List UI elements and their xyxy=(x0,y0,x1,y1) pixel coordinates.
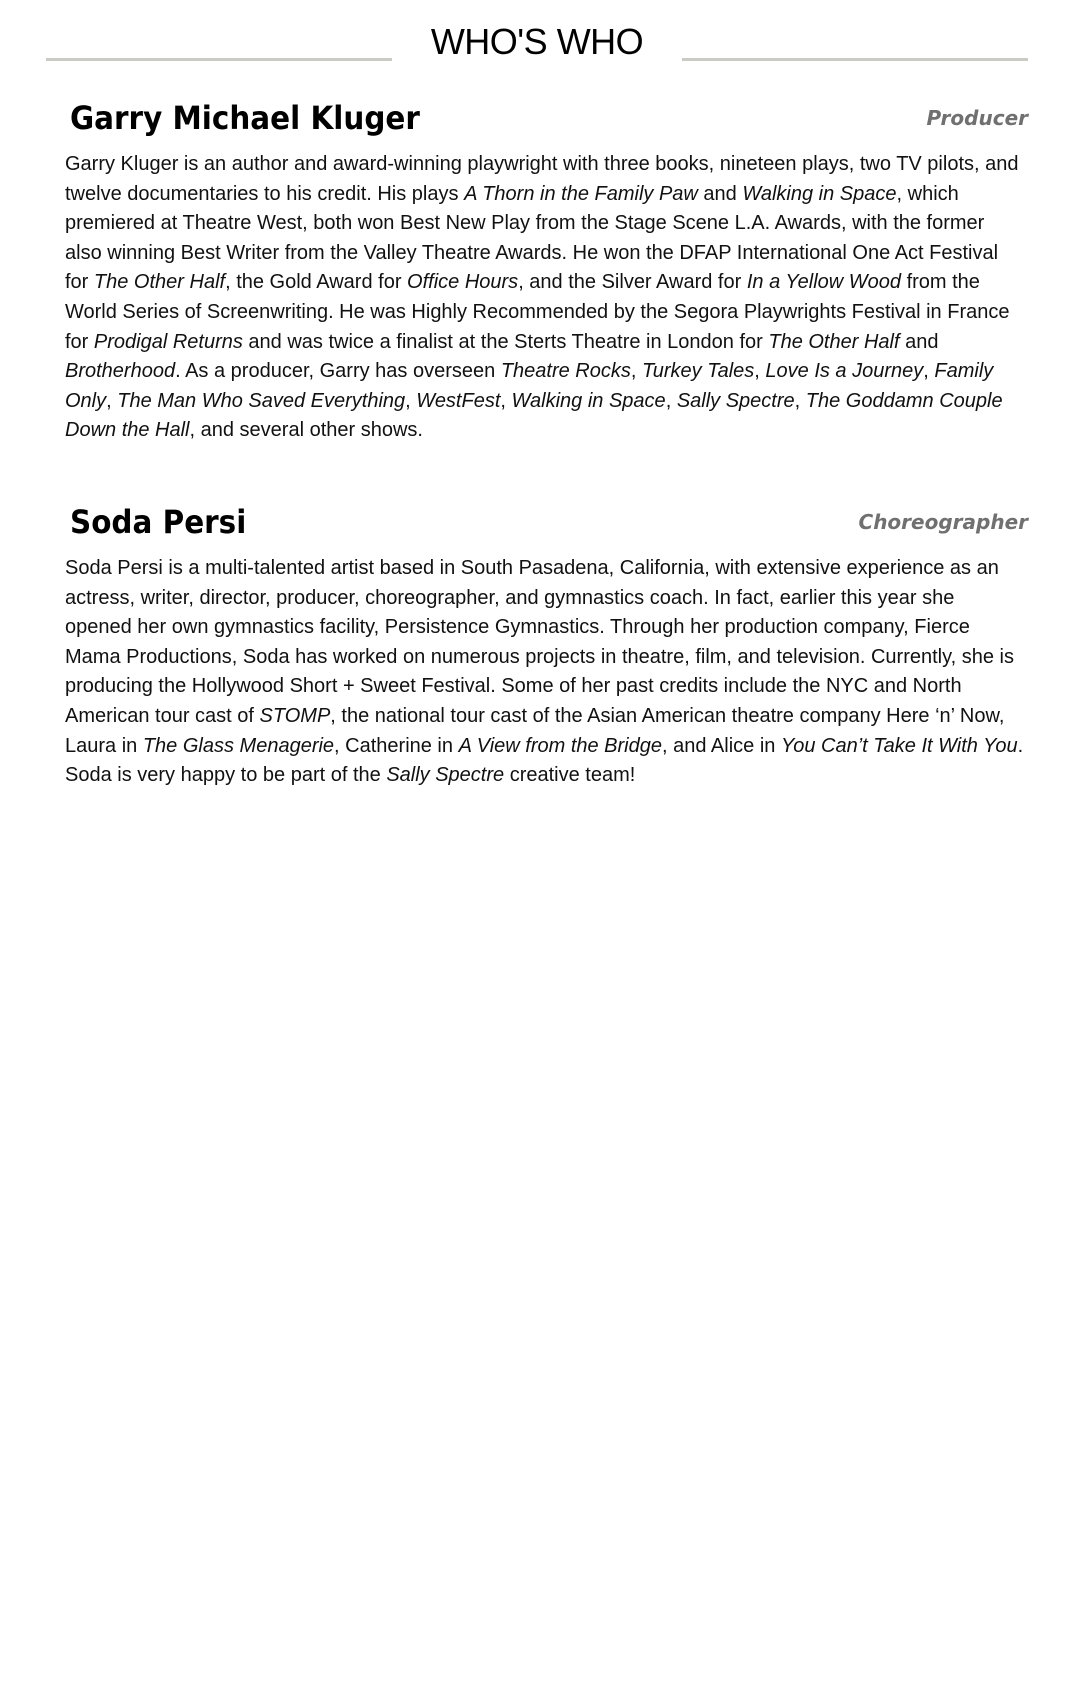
work-title: Walking in Space xyxy=(742,182,897,205)
bio-text: Garry Kluger is an author and award-winning playwright with three books, nineteen plays, two TV pilots, and twelve documentaries to his credit. His plays xyxy=(65,153,1019,205)
bio-text: , xyxy=(754,360,766,383)
work-title: The Man Who Saved Everything xyxy=(117,389,406,412)
bio-text: , Catherine in xyxy=(334,734,459,757)
work-title: Walking in Space xyxy=(511,389,666,412)
work-title: WestFest xyxy=(416,389,501,412)
bio-text: and xyxy=(697,182,743,205)
person-bio xyxy=(65,554,1025,791)
bio-text: , and several other shows. xyxy=(189,419,423,442)
header-rule-right xyxy=(682,58,1028,61)
work-title: Sally Spectre xyxy=(676,389,795,412)
work-title: STOMP xyxy=(259,704,331,727)
bio-text: . Soda is very happy to be part of the xyxy=(65,734,1024,787)
bio-text: , the Gold Award for xyxy=(225,271,408,294)
work-title: Sally Spectre xyxy=(386,764,505,787)
page-header xyxy=(0,18,1076,66)
bio-text: , xyxy=(630,360,642,383)
bio-text: and was twice a finalist at the Sterts Theatre in London for xyxy=(242,330,769,353)
bio-text: , xyxy=(405,389,417,412)
bio-text: and xyxy=(899,330,939,353)
bio-text: , which premiered at Theatre West, both won Best New Play from the Stage Scene L.A. Awards, with the former also winning Best Writer from the Valley Theatre Awards. He won the DFAP International One Act Festival for xyxy=(65,182,999,294)
bio-text: , xyxy=(106,389,118,412)
bio-text: from the World Series of Screenwriting. He was Highly Recommended by the Segora Playwrights Festival in France for xyxy=(65,271,1010,353)
work-title: Theatre Rocks xyxy=(500,360,631,383)
bio-text: , and Alice in xyxy=(662,734,781,757)
bio-text: . As a producer, Garry has overseen xyxy=(175,360,501,383)
bio-text: , xyxy=(665,389,677,412)
bio-text: , xyxy=(794,389,806,412)
bio-text: , xyxy=(500,389,512,412)
work-title: Turkey Tales xyxy=(642,360,755,383)
person-role: Choreographer xyxy=(858,510,1028,534)
bio-text: creative team! xyxy=(504,764,636,787)
work-title: You Can’t Take It With You xyxy=(780,734,1018,757)
page-title: WHO'S WHO xyxy=(430,21,644,62)
bio-text: , and the Silver Award for xyxy=(518,271,747,294)
person-role: Producer xyxy=(926,106,1028,130)
work-title: The Other Half xyxy=(768,330,900,353)
work-title: A View from the Bridge xyxy=(458,734,662,757)
person-name: Garry Michael Kluger xyxy=(70,99,420,137)
work-title: Love Is a Journey xyxy=(765,360,924,383)
work-title: A Thorn in the Family Paw xyxy=(464,182,698,205)
person-name: Soda Persi xyxy=(70,503,247,541)
work-title: In a Yellow Wood xyxy=(746,271,902,294)
person-bio xyxy=(65,150,1025,446)
work-title: The Other Half xyxy=(93,271,226,294)
bio-text: , xyxy=(923,360,935,383)
work-title: Brotherhood xyxy=(65,360,176,383)
work-title: Office Hours xyxy=(407,271,519,294)
bio-text: , the national tour cast of the Asian American theatre company Here ‘n’ Now, Laura in xyxy=(65,704,1005,757)
work-title: Family Only xyxy=(65,360,994,412)
bio-text: Soda Persi is a multi-talented artist based in South Pasadena, California, with extensive experience as an actress, writer, director, producer, choreographer, and gymnastics coach. In fact, earlier this year she opened her own gymnastics facility, Persistence Gymnastics. Through her production company, Fierce Mama Productions, Soda has worked on numerous projects in theatre, film, and television. Currently, she is producing the Hollywood Short + Sweet Festival. Some of her past credits include the NYC and North American tour cast of xyxy=(65,557,1014,727)
work-title: The Glass Menagerie xyxy=(142,734,335,757)
header-rule-left xyxy=(46,58,392,61)
work-title: The Goddamn Couple Down the Hall xyxy=(65,389,1003,442)
work-title: Prodigal Returns xyxy=(93,330,243,353)
